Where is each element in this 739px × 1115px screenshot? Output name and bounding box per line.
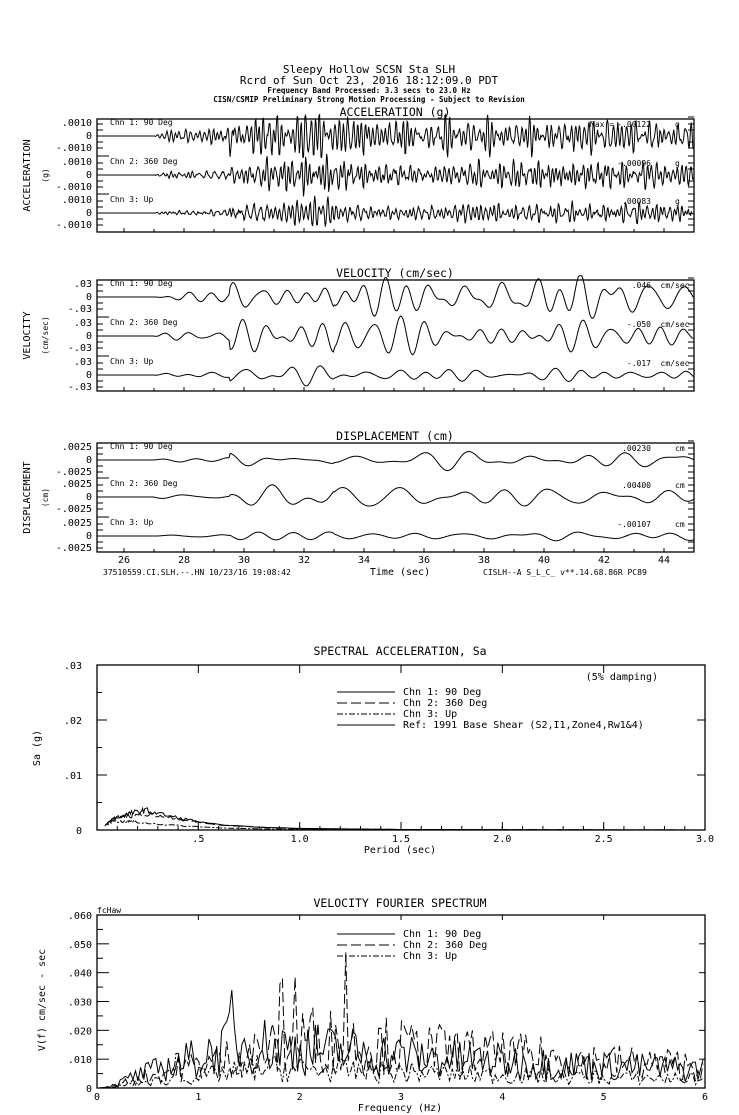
panel-frame [97,443,694,552]
panel-title: VELOCITY (cm/sec) [336,266,454,280]
y-tick-label: .02 [63,716,82,727]
channel-label: Chn 2: 360 Deg [110,157,178,166]
x-tick-label: 5 [600,1092,607,1103]
waveform-2 [97,316,693,355]
legend-label: Chn 3: Up [403,951,458,962]
max-value: -.050 [626,320,651,329]
y-tick-label: .03 [73,318,92,329]
header-station: Sleepy Hollow SCSN Sta SLH [282,63,456,76]
y-tick-label: .020 [67,1026,92,1038]
x-tick-label: 32 [297,555,311,566]
legend-label: Chn 2: 360 Deg [403,940,488,951]
x-tick-label: 2 [296,1092,303,1103]
max-unit: cm/sec [660,281,690,290]
waveform-3 [97,366,693,386]
channel-label: Chn 3: Up [110,518,154,527]
y-axis-label: VELOCITY [22,311,33,360]
max-unit: cm/sec [660,359,690,368]
max-value: .00083 [622,197,651,206]
y-tick-label: .03 [73,357,92,368]
max-value: .00230 [622,444,651,453]
waveform-3 [97,196,693,227]
panel-title: VELOCITY FOURIER SPECTRUM [313,896,487,910]
fourier-curve-3 [100,1053,703,1088]
panel-frame [97,915,705,1088]
waveform-2 [97,154,693,197]
header-record-time: Rcrd of Sun Oct 23, 2016 18:12:09.0 PDT [239,74,499,87]
max-value: -.017 [626,359,651,368]
y-axis-units: (cm/sec) [41,316,50,355]
x-axis-label: Time (sec) [369,567,431,578]
record-id: 37510559.CI.SLH.--.HN 10/23/16 19:08:42 [103,568,291,577]
y-tick-label: .0010 [61,195,92,206]
x-tick-label: 38 [477,555,491,566]
y-tick-label: 0 [85,131,92,142]
x-tick-label: 30 [237,555,251,566]
waveform-1 [97,452,693,471]
panel-title: DISPLACEMENT (cm) [336,429,454,443]
y-tick-label: .01 [63,771,82,782]
channel-label: Chn 1: 90 Deg [110,442,173,451]
panel-title: SPECTRAL ACCELERATION, Sa [313,644,487,658]
y-tick-label: .040 [67,968,92,980]
y-axis-label: V(f) cm/sec - sec [37,948,48,1052]
x-axis-label: Frequency (Hz) [357,1103,443,1114]
x-tick-label: 42 [597,555,611,566]
y-tick-label: -.0025 [55,467,92,478]
max-value: .00400 [622,481,651,490]
y-tick-label: -.0010 [55,182,92,193]
y-tick-label: .050 [67,939,92,951]
max-unit: cm/sec [660,320,690,329]
x-tick-label: 26 [117,555,131,566]
y-tick-label: 0 [85,1084,92,1095]
y-tick-label: -.0025 [55,504,92,515]
max-unit: cm [675,481,685,490]
y-axis-units: (cm) [41,487,50,508]
x-tick-label: 1.0 [290,834,309,845]
y-tick-label: -.0025 [55,543,92,554]
y-axis-label: DISPLACEMENT [22,461,33,534]
y-tick-label: .030 [67,997,92,1009]
legend-label: Chn 1: 90 Deg [403,687,482,698]
max-value: -.00107 [617,520,651,529]
channel-label: Chn 1: 90 Deg [110,279,173,288]
y-tick-label: .0010 [61,157,92,168]
y-tick-label: -.0010 [55,143,92,154]
x-tick-label: 44 [657,555,671,566]
processing-id: CISLH--A S_L_C_ v**.14.68.86R PC89 [483,568,647,577]
max-unit: g [675,197,680,206]
x-tick-label: 4 [499,1092,506,1103]
fourier-curve-1 [100,990,703,1088]
panel-title: ACCELERATION (g) [339,105,451,119]
y-tick-label: 0 [85,492,92,503]
y-tick-label: 0 [85,370,92,381]
header-processing-note: CISN/CSMIP Preliminary Strong Motion Processing - Subject to Revision [213,95,525,104]
y-tick-label: -.03 [67,343,92,354]
legend-label: Chn 3: Up [403,709,458,720]
channel-label: Chn 3: Up [110,195,154,204]
x-tick-label: 2.5 [594,834,613,845]
y-tick-label: 0 [85,292,92,303]
x-tick-label: 3 [397,1092,405,1103]
max-unit: g [675,120,680,129]
y-tick-label: 0 [85,331,92,342]
x-tick-label: 3.0 [695,834,715,845]
legend-label: Ref: 1991 Base Shear (S2,I1,Zone4,Rw1&4) [403,720,644,731]
channel-label: Chn 3: Up [110,357,154,366]
x-axis-label: Period (sec) [363,845,437,856]
header-frequency-band: Frequency Band Processed: 3.3 secs to 23.0 Hz [267,86,471,95]
y-tick-label: 0 [85,208,92,219]
y-tick-label: .010 [67,1055,92,1067]
max-unit: g [675,159,680,168]
y-axis-label: Sa (g) [32,729,43,767]
y-tick-label: .0010 [61,118,92,129]
y-tick-label: .03 [73,279,92,290]
x-tick-label: 2.0 [493,834,512,845]
y-tick-label: .0025 [61,479,92,490]
x-tick-label: 40 [537,555,551,566]
y-axis-units: (g) [41,168,50,183]
x-tick-label: 28 [177,555,191,566]
y-tick-label: .0025 [61,442,92,453]
channel-label: Chn 1: 90 Deg [110,118,173,127]
y-tick-label: .0025 [61,518,92,529]
y-tick-label: -.03 [67,382,92,393]
legend-label: Chn 1: 90 Deg [403,929,482,940]
x-tick-label: .5 [192,834,205,845]
y-tick-label: 0 [75,826,82,837]
channel-label: Chn 2: 360 Deg [110,479,178,488]
x-tick-label: 1.5 [391,834,411,845]
y-tick-label: -.03 [67,304,92,315]
fourier-curve-2 [100,953,703,1088]
damping-note: (5% damping) [585,672,658,683]
max-unit: cm [675,520,685,529]
channel-label: Chn 2: 360 Deg [110,318,178,327]
x-tick-label: 0 [93,1092,101,1103]
waveform-1 [97,276,693,319]
y-tick-label: 0 [85,531,92,542]
y-tick-label: .03 [63,661,82,672]
y-tick-label: 0 [85,455,92,466]
corner-label: fcHaw [97,906,122,915]
y-tick-label: -.0010 [55,220,92,231]
waveform-2 [97,485,693,506]
x-tick-label: 1 [195,1092,202,1103]
y-axis-label: ACCELERATION [22,139,33,212]
max-label: Max = [590,120,615,129]
waveform-3 [97,532,693,541]
y-tick-label: .060 [67,911,92,922]
panel-frame [97,665,705,830]
legend-label: Chn 2: 360 Deg [403,698,488,709]
max-value: -.00122 [617,120,651,129]
max-unit: cm [675,444,685,453]
x-tick-label: 34 [357,555,371,566]
x-tick-label: 6 [701,1092,709,1103]
max-value: -.00096 [617,159,651,168]
x-tick-label: 36 [417,555,431,566]
max-value: .046 [631,281,651,290]
y-tick-label: 0 [85,170,92,181]
